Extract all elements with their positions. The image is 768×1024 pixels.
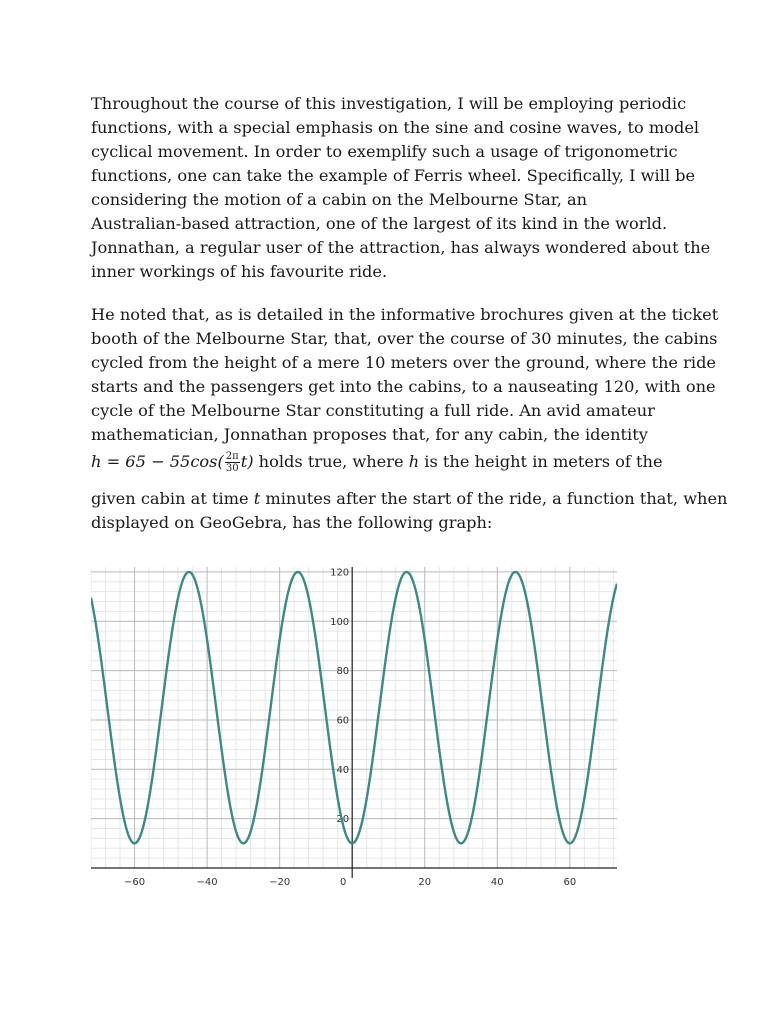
text-line: Jonnathan, a regular user of the attraction, has always wondered about the xyxy=(91,238,711,257)
cosine-curve xyxy=(91,572,617,843)
text-line: booth of the Melbourne Star, that, over the course of 30 minutes, the cabins xyxy=(91,329,718,348)
text-line: cycle of the Melbourne Star constituting a full ride. An avid amateur xyxy=(91,401,655,420)
text-line: He noted that, as is detailed in the informative brochures given at the ticket xyxy=(91,305,719,324)
text-line: considering the motion of a cabin on the Melbourne Star, an xyxy=(91,190,588,209)
x-tick-label: 60 xyxy=(563,877,577,888)
paragraph-melbourne-star xyxy=(91,303,719,447)
y-tick-label: 20 xyxy=(336,814,350,826)
variable-h: h xyxy=(408,452,420,471)
geogebra-graph xyxy=(91,562,617,900)
y-tick-label: 40 xyxy=(336,764,350,776)
text-line: Australian-based attraction, one of the largest of its kind in the world. xyxy=(91,214,668,233)
text-line: displayed on GeoGebra, has the following graph: xyxy=(91,513,493,532)
graph-svg xyxy=(91,562,617,900)
equation-line xyxy=(91,451,663,485)
x-tick-label: −60 xyxy=(123,877,146,888)
equation-lhs: h = 65 − 55cos( xyxy=(91,452,224,471)
text-line: functions, one can take the example of Ferris wheel. Specifically, I will be xyxy=(91,166,696,185)
y-tick-label: 100 xyxy=(330,616,350,628)
text-line: starts and the passengers get into the cabins, to a nauseating 120, with one xyxy=(91,377,716,396)
y-tick-label: 60 xyxy=(336,715,350,727)
text-line xyxy=(91,487,728,511)
fraction-numerator: 2π xyxy=(225,451,239,462)
text-line: inner workings of his favourite ride. xyxy=(91,262,388,281)
origin-label: 0 xyxy=(339,877,347,888)
text-line: functions, with a special emphasis on the sine and cosine waves, to model xyxy=(91,118,700,137)
x-tick-label: 40 xyxy=(490,877,504,888)
x-tick-label: 20 xyxy=(418,877,432,888)
equation-after-text: holds true, where xyxy=(253,452,409,471)
text-line: cyclical movement. In order to exemplify such a usage of trigonometric xyxy=(91,142,678,161)
text-line: Throughout the course of this investigation, I will be employing periodic xyxy=(91,94,687,113)
x-tick-label: −40 xyxy=(196,877,218,888)
variable-t: t xyxy=(253,489,261,508)
text-segment: given cabin at time xyxy=(91,489,254,508)
text-segment: minutes after the start of the ride, a function that, when xyxy=(260,489,728,508)
equation-trailing-text: is the height in meters of the xyxy=(419,452,663,471)
paragraph-intro xyxy=(91,92,711,284)
y-tick-label: 80 xyxy=(336,666,350,678)
equation-fraction xyxy=(225,451,240,474)
text-line: mathematician, Jonnathan proposes that, for any cabin, the identity xyxy=(91,425,648,444)
paragraph-graph-intro xyxy=(91,487,728,535)
x-tick-label: −20 xyxy=(269,877,291,888)
y-tick-label: 120 xyxy=(330,567,350,579)
fraction-denominator: 30 xyxy=(225,463,239,474)
text-line: cycled from the height of a mere 10 meters over the ground, where the ride xyxy=(91,353,717,372)
equation-rhs: t) xyxy=(240,452,254,471)
